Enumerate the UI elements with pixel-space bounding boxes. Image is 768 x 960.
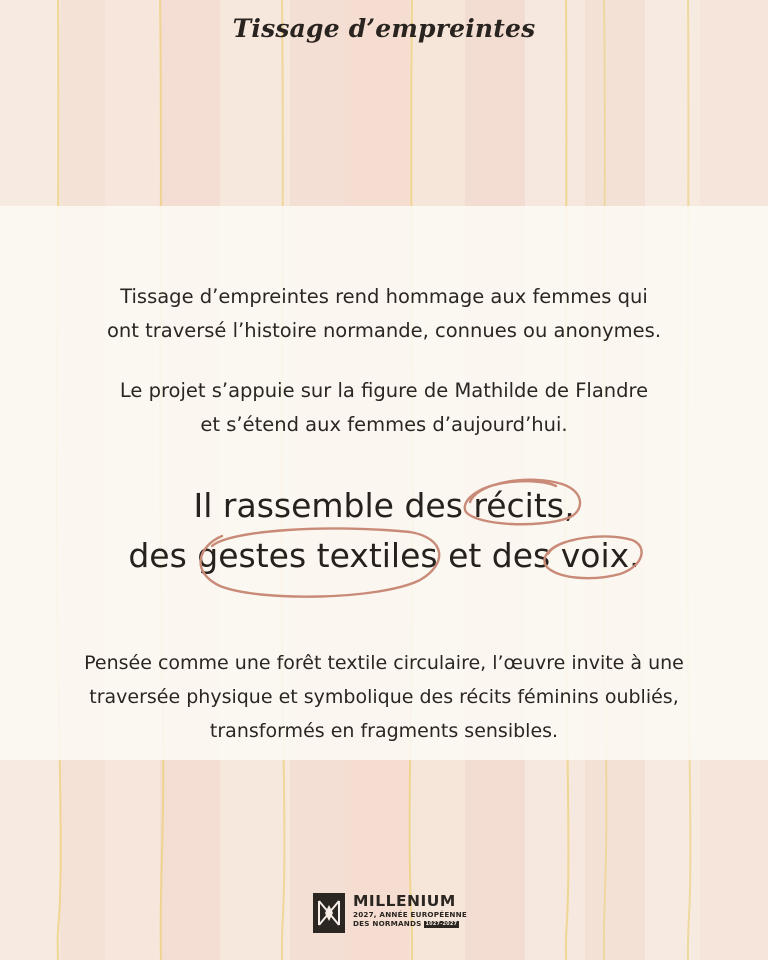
highlight-line-2: des gestes textiles et des voix. bbox=[128, 536, 640, 575]
intro-line-2: ont traversé l’histoire normande, connues ou anonymes. bbox=[106, 319, 662, 342]
logo-subtitle-2-row bbox=[353, 919, 467, 928]
logo-text bbox=[353, 893, 467, 928]
logo-subtitle-2: DES NORMANDS bbox=[353, 919, 422, 928]
millenium-emblem-icon bbox=[313, 893, 345, 933]
logo-name: MILLENIUM bbox=[353, 892, 456, 910]
closing-paragraph bbox=[0, 646, 768, 748]
context-line-1: Le projet s’appuie sur la figure de Mathilde de Flandre bbox=[119, 379, 649, 402]
context-paragraph bbox=[0, 374, 768, 442]
closing-line-2: traversée physique et symbolique des récits féminins oubliés, bbox=[89, 686, 679, 708]
context-line-2: et s’étend aux femmes d’aujourd’hui. bbox=[200, 413, 568, 436]
intro-paragraph bbox=[0, 280, 768, 348]
logo-subtitle-1: 2027, ANNÉE EUROPÉENNE bbox=[353, 910, 467, 919]
text-panel bbox=[0, 206, 768, 760]
highlight-line-1: Il rassemble des récits, bbox=[193, 486, 575, 525]
closing-line-1: Pensée comme une forêt textile circulaire, l’œuvre invite à une bbox=[84, 652, 684, 674]
page-title: Tissage d’empreintes bbox=[232, 14, 536, 43]
intro-line-1: Tissage d’empreintes rend hommage aux femmes qui bbox=[120, 285, 648, 308]
logo-years-badge: 1027-2027 bbox=[425, 920, 458, 927]
closing-line-3: transformés en fragments sensibles. bbox=[209, 720, 559, 742]
millenium-logo bbox=[313, 893, 467, 933]
